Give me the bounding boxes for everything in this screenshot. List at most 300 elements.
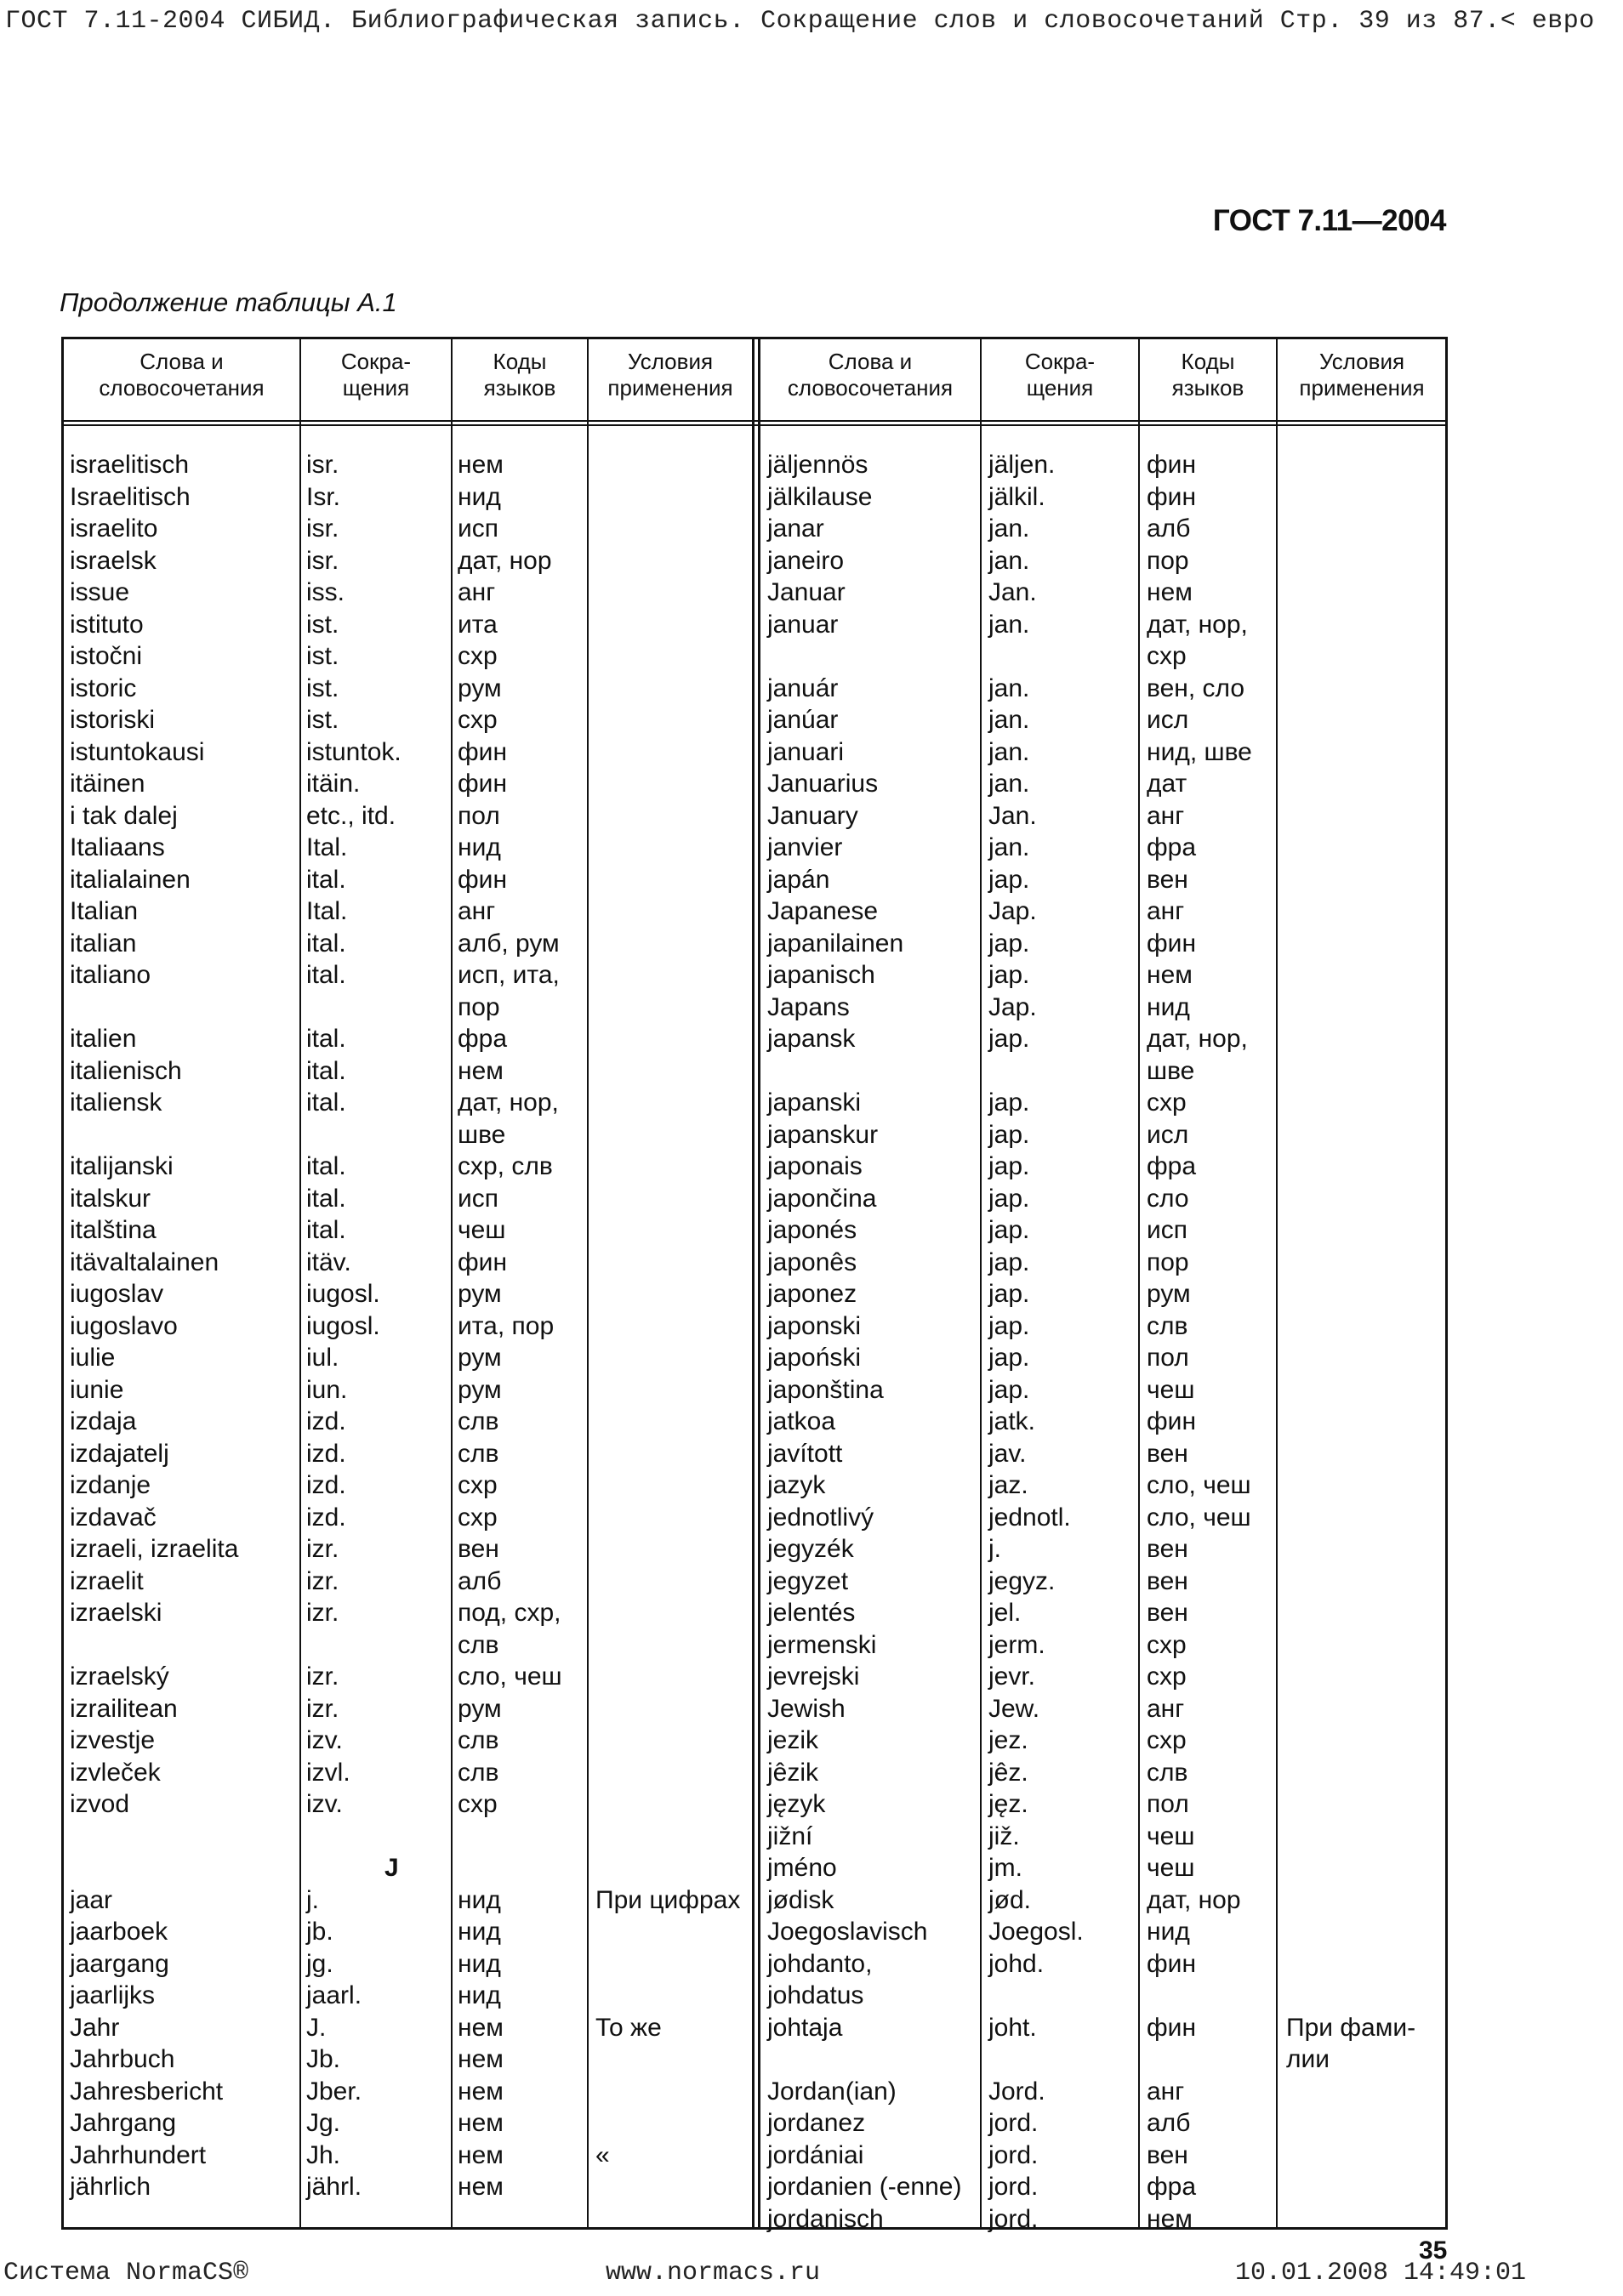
codes-cell: нем xyxy=(458,2045,504,2073)
abbr-cell: isr. xyxy=(306,451,339,479)
codes-cell: фра xyxy=(1147,1152,1197,1180)
word-cell: israelitisch xyxy=(70,451,190,479)
abbr-cell: J. xyxy=(306,2013,327,2042)
word-cell: jährlich xyxy=(70,2173,151,2201)
abbr-cell: jaz. xyxy=(988,1471,1028,1499)
column-header-words-right xyxy=(760,349,980,401)
word-cell: japonês xyxy=(767,1247,857,1276)
codes-cell: фин xyxy=(1147,451,1197,479)
abbr-cell: jord. xyxy=(988,2109,1039,2137)
codes-cell: фра xyxy=(1147,833,1197,861)
codes-cell: рум xyxy=(458,673,502,702)
abbr-cell: jap. xyxy=(988,1247,1030,1276)
codes-cell: рум xyxy=(458,1694,502,1723)
codes-cell: вен xyxy=(458,1535,499,1563)
word-cell: israelito xyxy=(70,514,158,543)
column-header-conditions-line2: применения xyxy=(1299,375,1425,401)
word-cell: izdajatelj xyxy=(70,1439,169,1468)
codes-cell: пол xyxy=(458,801,500,830)
codes-cell: схр xyxy=(1147,1630,1187,1659)
codes-cell: схр xyxy=(458,706,498,734)
word-cell: japonais xyxy=(767,1152,863,1180)
abbr-cell: jap. xyxy=(988,1344,1030,1372)
word-cell: Italian xyxy=(70,897,139,925)
word-cell: język xyxy=(767,1790,826,1818)
word-cell: jaar xyxy=(70,1885,113,1914)
codes-cell: анг xyxy=(1147,2077,1185,2106)
word-cell: japončina xyxy=(767,1184,877,1213)
abbr-cell: jan. xyxy=(988,610,1030,639)
codes-cell: шве xyxy=(458,1120,506,1149)
abbr-cell: joht. xyxy=(988,2013,1037,2042)
word-cell: italiano xyxy=(70,961,151,989)
abbr-cell: ital. xyxy=(306,1184,346,1213)
abbr-cell: jg. xyxy=(306,1949,333,1978)
word-cell: iugoslav xyxy=(70,1280,164,1308)
codes-cell: чеш xyxy=(458,1216,506,1244)
word-cell: istituto xyxy=(70,610,144,639)
abbr-cell: itäv. xyxy=(306,1247,351,1276)
abbr-cell: izr. xyxy=(306,1662,339,1691)
word-cell: jaargang xyxy=(70,1949,169,1978)
codes-cell: схр xyxy=(1147,1088,1187,1117)
abbr-cell: jød. xyxy=(988,1885,1032,1914)
abbr-cell: Jg. xyxy=(306,2109,341,2137)
codes-cell: сло, чеш xyxy=(1147,1471,1251,1499)
codes-cell: исл xyxy=(1147,1120,1189,1149)
column-header-codes-line2: языков xyxy=(483,375,556,401)
abbr-cell: izr. xyxy=(306,1566,339,1595)
codes-cell: фин xyxy=(458,737,508,766)
abbr-cell: izr. xyxy=(306,1599,339,1627)
word-cell: január xyxy=(767,673,839,702)
abbr-cell: isr. xyxy=(306,514,339,543)
abbr-cell: j. xyxy=(988,1535,1001,1563)
codes-cell: пор xyxy=(1147,1247,1189,1276)
word-cell: jêzik xyxy=(767,1758,819,1787)
codes-cell: нид, шве xyxy=(1147,737,1252,766)
word-cell: jméno xyxy=(767,1854,837,1882)
codes-cell: нем xyxy=(458,2140,504,2169)
codes-cell: фин xyxy=(1147,482,1197,511)
word-cell: istuntokausi xyxy=(70,737,205,766)
codes-cell: алб, рум xyxy=(458,929,560,958)
codes-cell: чеш xyxy=(1147,1821,1195,1850)
codes-cell: рум xyxy=(1147,1280,1191,1308)
footer-url: www.normacs.ru xyxy=(606,2259,821,2287)
footer-system-name: Система NormaCS® xyxy=(3,2259,249,2287)
abbr-cell: jednotl. xyxy=(988,1503,1071,1532)
codes-cell: нид xyxy=(458,1885,501,1914)
abbr-cell: jevr. xyxy=(988,1662,1036,1691)
word-cell: iugoslavo xyxy=(70,1311,178,1340)
codes-cell: фин xyxy=(1147,929,1197,958)
word-cell: Jordan(ian) xyxy=(767,2077,897,2106)
codes-cell: анг xyxy=(1147,1694,1185,1723)
codes-cell: под, схр, xyxy=(458,1599,561,1627)
column-divider xyxy=(980,337,982,2230)
word-cell: izdavač xyxy=(70,1503,157,1532)
codes-cell: анг xyxy=(1147,897,1185,925)
word-cell: jednotlivý xyxy=(767,1503,874,1532)
abbr-cell: izd. xyxy=(306,1407,346,1435)
word-cell: italština xyxy=(70,1216,157,1244)
abbr-cell: jap. xyxy=(988,865,1030,894)
column-header-conditions-line1: Условия xyxy=(627,349,714,374)
column-header-abbr-line2: щения xyxy=(1026,375,1094,401)
codes-cell: сло, чеш xyxy=(458,1662,562,1691)
codes-cell: сло, чеш xyxy=(1147,1503,1251,1532)
column-header-abbr-right xyxy=(982,349,1138,401)
abbr-cell: jaarl. xyxy=(306,1981,362,2009)
codes-cell: фра xyxy=(1147,2173,1197,2201)
codes-cell: нид xyxy=(458,1949,501,1978)
codes-cell: чеш xyxy=(1147,1854,1195,1882)
word-cell: japonština xyxy=(767,1375,884,1404)
codes-cell: анг xyxy=(458,897,496,925)
codes-cell: дат, нор xyxy=(1147,1885,1241,1914)
abbr-cell: jap. xyxy=(988,1025,1030,1053)
word-cell: jälkilause xyxy=(767,482,873,511)
word-cell: Januar xyxy=(767,578,846,606)
codes-cell: схр xyxy=(1147,1662,1187,1691)
abbr-cell: izv. xyxy=(306,1726,343,1754)
codes-cell: рум xyxy=(458,1280,502,1308)
codes-cell: шве xyxy=(1147,1056,1195,1085)
word-cell: izdanje xyxy=(70,1471,151,1499)
word-cell: izdaja xyxy=(70,1407,137,1435)
word-cell: januari xyxy=(767,737,845,766)
word-cell: jäljennös xyxy=(767,451,868,479)
codes-cell: слв xyxy=(458,1439,499,1468)
section-letter: J xyxy=(384,1854,399,1882)
column-header-codes xyxy=(453,349,587,401)
column-header-codes-line2: языков xyxy=(1171,375,1244,401)
codes-cell: фин xyxy=(1147,1407,1197,1435)
codes-cell: вен xyxy=(1147,865,1188,894)
abbr-cell: Ital. xyxy=(306,833,348,861)
word-cell: janvier xyxy=(767,833,843,861)
abbr-cell: jan. xyxy=(988,706,1030,734)
abbr-cell: jap. xyxy=(988,1184,1030,1213)
abbr-cell: ist. xyxy=(306,642,339,670)
word-cell: izraeli, izraelita xyxy=(70,1535,239,1563)
word-cell: istočni xyxy=(70,642,143,670)
column-divider xyxy=(1276,337,1278,2230)
abbr-cell: Isr. xyxy=(306,482,341,511)
abbr-cell: izr. xyxy=(306,1535,339,1563)
codes-cell: слв xyxy=(458,1726,499,1754)
abbr-cell: izr. xyxy=(306,1694,339,1723)
word-cell: jazyk xyxy=(767,1471,826,1499)
abbr-cell: ital. xyxy=(306,1216,346,1244)
codes-cell: сло xyxy=(1147,1184,1189,1213)
word-cell: japonés xyxy=(767,1216,857,1244)
column-divider xyxy=(299,337,301,2230)
word-cell: japansk xyxy=(767,1025,856,1053)
abbr-cell: Ital. xyxy=(306,897,348,925)
abbr-cell: jm. xyxy=(988,1854,1022,1882)
abbr-cell: Jan. xyxy=(988,801,1037,830)
codes-cell: исп xyxy=(458,514,499,543)
abbr-cell: jap. xyxy=(988,1375,1030,1404)
column-header-abbr xyxy=(301,349,451,401)
codes-cell: слв xyxy=(1147,1758,1188,1787)
abbr-cell: jap. xyxy=(988,1216,1030,1244)
codes-cell: нем xyxy=(458,1056,504,1085)
abbr-cell: izd. xyxy=(306,1503,346,1532)
word-cell: italialainen xyxy=(70,865,191,894)
word-cell: italskur xyxy=(70,1184,151,1213)
codes-cell: дат, нор, xyxy=(1147,1025,1248,1053)
abbr-cell: iun. xyxy=(306,1375,348,1404)
codes-cell: нем xyxy=(458,2109,504,2137)
codes-cell: схр xyxy=(1147,1726,1187,1754)
word-cell: Jahrbuch xyxy=(70,2045,175,2073)
word-cell: italien xyxy=(70,1025,137,1053)
abbr-cell: j. xyxy=(306,1885,319,1914)
page-number: 35 xyxy=(1419,2236,1448,2265)
word-cell: Januarius xyxy=(767,770,879,798)
column-header-conditions-line2: применения xyxy=(607,375,733,401)
word-cell: izraelski xyxy=(70,1599,162,1627)
codes-cell: алб xyxy=(1147,2109,1191,2137)
abbr-cell: iul. xyxy=(306,1344,339,1372)
word-cell: i tak dalej xyxy=(70,801,178,830)
codes-cell: схр xyxy=(458,1790,498,1818)
word-cell: izraelit xyxy=(70,1566,144,1595)
word-cell: johdatus xyxy=(767,1981,864,2009)
word-cell: jezik xyxy=(767,1726,819,1754)
word-cell: Israelitisch xyxy=(70,482,191,511)
abbr-cell: itäin. xyxy=(306,770,361,798)
column-header-codes-right xyxy=(1140,349,1276,401)
codes-cell: ита xyxy=(458,610,498,639)
codes-cell: вен xyxy=(1147,2140,1188,2169)
word-cell: January xyxy=(767,801,858,830)
codes-cell: дат, нор, xyxy=(1147,610,1248,639)
word-cell: japonski xyxy=(767,1311,862,1340)
abbr-cell: ital. xyxy=(306,865,346,894)
codes-cell: нид xyxy=(458,833,501,861)
abbr-cell: Joegosl. xyxy=(988,1918,1084,1946)
codes-cell: вен xyxy=(1147,1535,1188,1563)
word-cell: japán xyxy=(767,865,830,894)
abbr-cell: ist. xyxy=(306,673,339,702)
codes-cell: пор xyxy=(458,992,500,1021)
abbr-cell: jord. xyxy=(988,2173,1039,2201)
abbr-cell: ital. xyxy=(306,1152,346,1180)
abbr-cell: jez. xyxy=(988,1726,1028,1754)
column-header-words-line1: Слова и xyxy=(140,349,224,374)
abbr-cell: isr. xyxy=(306,546,339,575)
abbr-cell: jap. xyxy=(988,929,1030,958)
codes-cell: фра xyxy=(458,1025,508,1053)
codes-cell: вен xyxy=(1147,1566,1188,1595)
column-header-abbr-line2: щения xyxy=(342,375,410,401)
word-cell: izvestje xyxy=(70,1726,156,1754)
column-header-codes-line1: Коды xyxy=(1181,349,1235,374)
word-cell: iulie xyxy=(70,1344,116,1372)
word-cell: Jahr xyxy=(70,2013,120,2042)
codes-cell: исп xyxy=(1147,1216,1188,1244)
abbr-cell: iss. xyxy=(306,578,345,606)
abbr-cell: izvl. xyxy=(306,1758,350,1787)
codes-cell: чеш xyxy=(1147,1375,1195,1404)
codes-cell: схр xyxy=(458,1503,498,1532)
column-header-conditions-right xyxy=(1278,349,1446,401)
word-cell: israelsk xyxy=(70,546,157,575)
abbr-cell: jêz. xyxy=(988,1758,1028,1787)
abbr-cell: jav. xyxy=(988,1439,1027,1468)
conditions-cell: « xyxy=(595,2140,610,2169)
column-header-words-line2: словосочетания xyxy=(99,375,265,401)
abbr-cell: jap. xyxy=(988,1311,1030,1340)
abbr-cell: jord. xyxy=(988,2204,1039,2233)
column-header-words xyxy=(64,349,299,401)
codes-cell: нид xyxy=(458,1918,501,1946)
codes-cell: нид xyxy=(458,1981,501,2009)
abbr-cell: Jb. xyxy=(306,2045,341,2073)
word-cell: jaarboek xyxy=(70,1918,168,1946)
word-cell: japoński xyxy=(767,1344,862,1372)
column-header-words-line1: Слова и xyxy=(828,349,913,374)
abbr-cell: Jber. xyxy=(306,2077,362,2106)
abbr-cell: Jap. xyxy=(988,992,1037,1021)
word-cell: italiensk xyxy=(70,1088,162,1117)
codes-cell: пол xyxy=(1147,1790,1189,1818)
word-cell: Jahresbericht xyxy=(70,2077,224,2106)
abbr-cell: jb. xyxy=(306,1918,333,1946)
codes-cell: вен, сло xyxy=(1147,673,1245,702)
codes-cell: вен xyxy=(1147,1439,1188,1468)
codes-cell: схр xyxy=(1147,642,1187,670)
abbr-cell: ital. xyxy=(306,1025,346,1053)
word-cell: japanskur xyxy=(767,1120,879,1149)
word-cell: Japanese xyxy=(767,897,879,925)
document-code: ГОСТ 7.11—2004 xyxy=(1212,204,1446,237)
codes-cell: фин xyxy=(458,770,508,798)
codes-cell: дат, нор xyxy=(458,546,552,575)
abbr-cell: ital. xyxy=(306,961,346,989)
abbr-cell: jap. xyxy=(988,1152,1030,1180)
word-cell: japanisch xyxy=(767,961,875,989)
abbr-cell: jan. xyxy=(988,673,1030,702)
codes-cell: фин xyxy=(1147,1949,1197,1978)
codes-cell: нем xyxy=(458,2013,504,2042)
codes-cell: схр xyxy=(458,642,498,670)
abbr-cell: jel. xyxy=(988,1599,1022,1627)
word-cell: johdanto, xyxy=(767,1949,873,1978)
codes-cell: фин xyxy=(1147,2013,1197,2042)
codes-cell: нем xyxy=(458,2077,504,2106)
abbr-cell: ital. xyxy=(306,929,346,958)
word-cell: jegyzék xyxy=(767,1535,854,1563)
word-cell: izraelský xyxy=(70,1662,169,1691)
abbr-cell: jap. xyxy=(988,1088,1030,1117)
word-cell: jevrejski xyxy=(767,1662,860,1691)
abbr-cell: jan. xyxy=(988,546,1030,575)
codes-cell: схр xyxy=(458,1471,498,1499)
abbr-cell: jap. xyxy=(988,1120,1030,1149)
column-header-abbr-line1: Сокра- xyxy=(1024,349,1096,374)
abbr-cell: ital. xyxy=(306,1088,346,1117)
word-cell: Jahrgang xyxy=(70,2109,177,2137)
word-cell: jelentés xyxy=(767,1599,856,1627)
word-cell: jaarlijks xyxy=(70,1981,156,2009)
codes-cell: слв xyxy=(1147,1311,1188,1340)
word-cell: januar xyxy=(767,610,839,639)
word-cell: jižní xyxy=(767,1821,813,1850)
word-cell: istoriski xyxy=(70,706,156,734)
word-cell: jordanien (-enne) xyxy=(767,2173,962,2201)
abbr-cell: jord. xyxy=(988,2140,1039,2169)
codes-cell: исл xyxy=(1147,706,1189,734)
abbr-cell: jan. xyxy=(988,514,1030,543)
header-separator-rule xyxy=(61,420,1448,426)
word-cell: izvleček xyxy=(70,1758,161,1787)
codes-cell: ита, пор xyxy=(458,1311,555,1340)
conditions-cell: При фами- xyxy=(1286,2013,1416,2042)
codes-cell: нид xyxy=(458,482,501,511)
abbr-cell: jap. xyxy=(988,961,1030,989)
word-cell: Japans xyxy=(767,992,850,1021)
conditions-cell: То же xyxy=(595,2013,662,2042)
word-cell: japanski xyxy=(767,1088,862,1117)
word-cell: itävaltalainen xyxy=(70,1247,219,1276)
abbr-cell: jan. xyxy=(988,770,1030,798)
codes-cell: нем xyxy=(458,451,504,479)
codes-cell: вен xyxy=(1147,1599,1188,1627)
codes-cell: исп xyxy=(458,1184,499,1213)
abbr-cell: Jord. xyxy=(988,2077,1045,2106)
word-cell: japanilainen xyxy=(767,929,904,958)
codes-cell: пор xyxy=(1147,546,1189,575)
table-continuation-caption: Продолжение таблицы А.1 xyxy=(60,287,397,317)
abbr-cell: iugosl. xyxy=(306,1311,380,1340)
word-cell: Italiaans xyxy=(70,833,165,861)
codes-cell: нид xyxy=(1147,1918,1190,1946)
column-divider xyxy=(1138,337,1140,2230)
abbr-cell: etc., itd. xyxy=(306,801,396,830)
column-header-conditions xyxy=(589,349,752,401)
column-header-conditions-line1: Условия xyxy=(1318,349,1405,374)
word-cell: Jahrhundert xyxy=(70,2140,207,2169)
word-cell: janeiro xyxy=(767,546,845,575)
word-cell: javított xyxy=(767,1439,843,1468)
column-header-words-line2: словосочетания xyxy=(787,375,954,401)
abbr-cell: johd. xyxy=(988,1949,1045,1978)
codes-cell: слв xyxy=(458,1630,499,1659)
abbr-cell: Jap. xyxy=(988,897,1037,925)
abbr-cell: jap. xyxy=(988,1280,1030,1308)
column-divider xyxy=(451,337,453,2230)
word-cell: Jewish xyxy=(767,1694,846,1723)
word-cell: janar xyxy=(767,514,824,543)
abbr-cell: jegyz. xyxy=(988,1566,1056,1595)
abbr-cell: izv. xyxy=(306,1790,343,1818)
word-cell: jordanisch xyxy=(767,2204,884,2233)
word-cell: johtaja xyxy=(767,2013,843,2042)
word-cell: issue xyxy=(70,578,130,606)
codes-cell: фин xyxy=(458,865,508,894)
codes-cell: схр, слв xyxy=(458,1152,553,1180)
codes-cell: фин xyxy=(458,1247,508,1276)
column-header-codes-line1: Коды xyxy=(493,349,547,374)
word-cell: Joegoslavisch xyxy=(767,1918,928,1946)
word-cell: italijanski xyxy=(70,1152,174,1180)
word-cell: istoric xyxy=(70,673,137,702)
